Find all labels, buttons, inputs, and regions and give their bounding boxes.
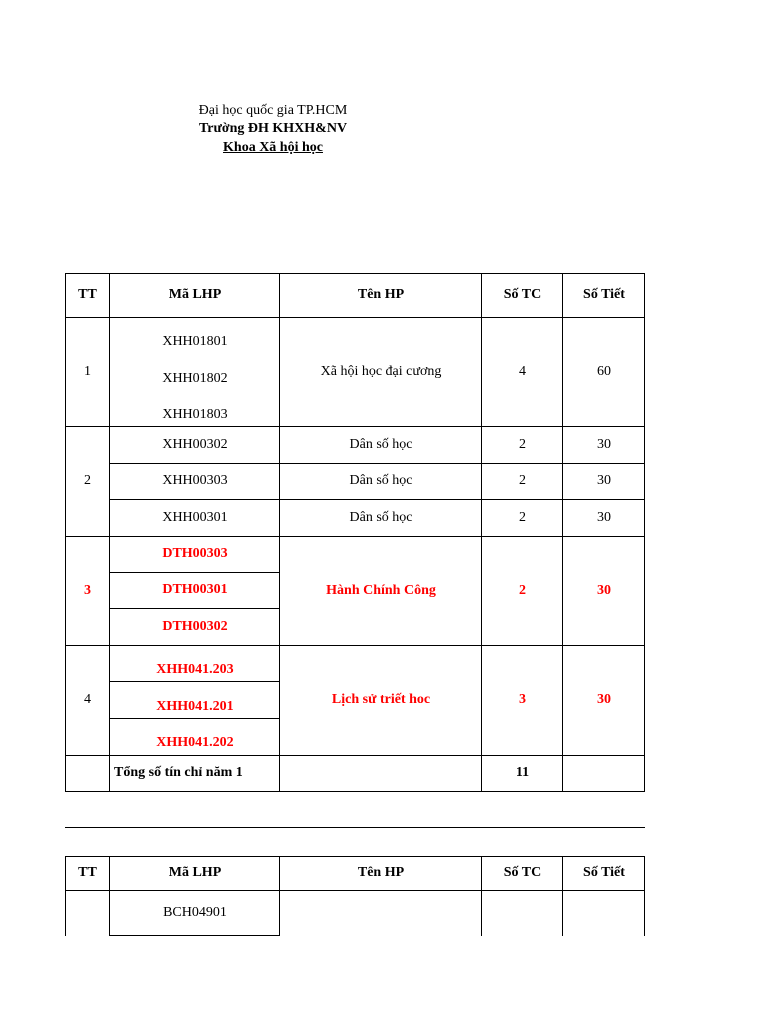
column-header-so-tc: Số TC — [503, 287, 542, 302]
credits: 2 — [519, 436, 526, 452]
school-name: Trường ĐH KHXH&NV — [198, 121, 348, 136]
credits: 2 — [519, 509, 526, 525]
column-header-ma-lhp: Mã LHP — [168, 287, 222, 302]
total-credits-label: Tổng số tín chỉ năm 1 — [114, 765, 243, 780]
course-code: XHH041.201 — [156, 699, 234, 714]
credits: 3 — [519, 692, 526, 707]
credits: 2 — [519, 582, 526, 598]
course-code: XHH041.203 — [156, 662, 234, 677]
column-header-ma-lhp: Mã LHP — [168, 865, 222, 880]
periods: 30 — [597, 692, 611, 707]
periods: 30 — [597, 582, 611, 598]
periods: 30 — [597, 509, 611, 525]
course-code: DTH00302 — [162, 618, 228, 634]
course-name: Xã hội học đại cương — [320, 363, 442, 379]
column-header-so-tc: Số TC — [503, 865, 542, 880]
course-code: XHH01801 — [162, 334, 228, 349]
column-header-so-tiet: Số Tiết — [583, 287, 625, 302]
course-code: DTH00303 — [162, 546, 228, 561]
course-name: Dân số học — [349, 436, 413, 452]
column-header-ten-hp: Tên HP — [357, 865, 405, 880]
periods: 30 — [597, 473, 611, 488]
credits: 2 — [519, 473, 526, 488]
periods: 30 — [597, 436, 611, 452]
periods: 60 — [597, 363, 611, 379]
course-name: Lịch sử triết hoc — [331, 692, 431, 707]
faculty-name: Khoa Xã hội học — [223, 140, 323, 155]
row-number: 3 — [84, 582, 91, 598]
total-credits-value: 11 — [515, 765, 530, 780]
course-name: Dân số học — [349, 509, 413, 525]
column-header-tt: TT — [78, 287, 97, 302]
row-number: 1 — [84, 363, 91, 379]
course-code: XHH041.202 — [156, 735, 234, 750]
course-code: XHH01802 — [162, 371, 228, 386]
course-code: BCH04901 — [163, 904, 227, 920]
row-number: 2 — [84, 473, 91, 488]
section-divider — [65, 827, 645, 828]
university-name: Đại học quốc gia TP.HCM — [198, 103, 348, 118]
row-number: 4 — [84, 692, 91, 707]
column-header-so-tiet: Số Tiết — [583, 865, 625, 880]
course-code: XHH00301 — [162, 509, 228, 525]
course-code: DTH00301 — [162, 582, 228, 597]
course-name: Dân số học — [349, 473, 413, 488]
course-name: Hành Chính Công — [326, 582, 436, 598]
course-code: XHH00302 — [162, 436, 228, 452]
credits: 4 — [519, 363, 526, 379]
course-code: XHH00303 — [162, 473, 228, 488]
column-header-tt: TT — [78, 865, 97, 880]
course-code: XHH01803 — [162, 407, 228, 422]
column-header-ten-hp: Tên HP — [357, 287, 405, 302]
